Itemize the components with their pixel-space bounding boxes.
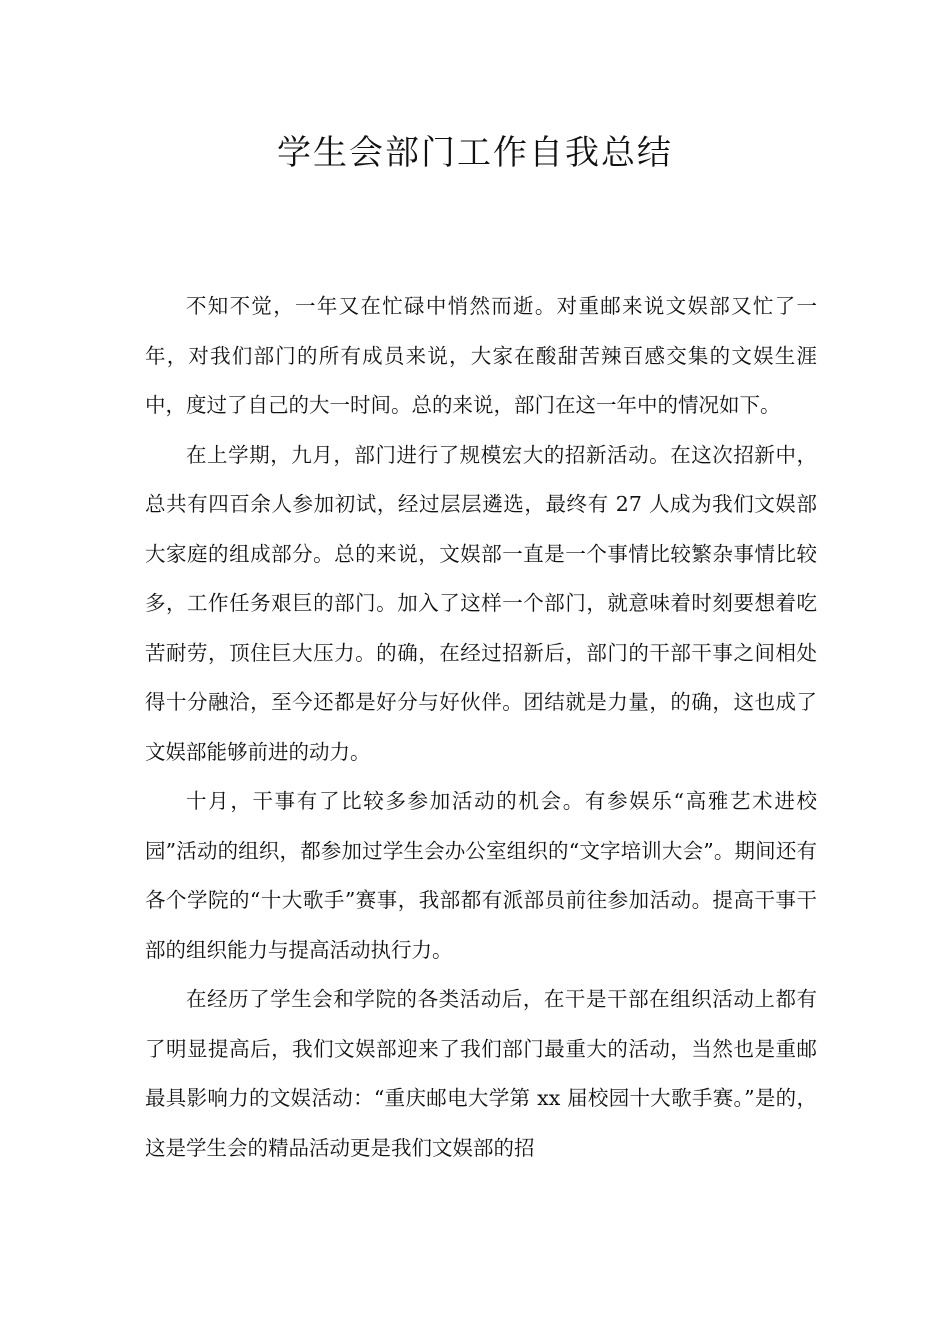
document-body [145,282,817,1173]
paragraph-4: 在经历了学生会和学院的各类活动后，在干是干部在组织活动上都有了明显提高后，我们文娱部迎来了我们部门最重大的活动，当然也是重邮最具影响力的文娱活动：“重庆邮电大学第 xx 届校园十大歌手赛。”是的，这是学生会的精品活动更是我们文娱部的招 [145,987,817,1160]
paragraph-2: 在上学期，九月，部门进行了规模宏大的招新活动。在这次招新中，总共有四百余人参加初试，经过层层遴选，最终有 27 人成为我们文娱部大家庭的组成部分。总的来说，文娱部一直是一个事情比较繁杂事情比较多，工作任务艰巨的部门。加入了这样一个部门，就意味着时刻要想着吃苦耐劳，顶住巨大压力。的确，在经过招新后，部门的干部干事之间相处得十分融洽，至今还都是好分与好伙伴。团结就是力量，的确，这也成了文娱部能够前进的动力。 [145,442,817,764]
paragraph-3: 十月，干事有了比较多参加活动的机会。有参娱乐“高雅艺术进校园”活动的组织，都参加过学生会办公室组织的“文字培训大会”。期间还有各个学院的“十大歌手”赛事，我部都有派部员前往参加活动。提高干事干部的组织能力与提高活动执行力。 [145,789,817,962]
document-title: 学生会部门工作自我总结 [277,133,673,173]
paragraph-1: 不知不觉，一年又在忙碌中悄然而逝。对重邮来说文娱部又忙了一年，对我们部门的所有成员来说，大家在酸甜苦辣百感交集的文娱生涯中，度过了自己的大一时间。总的来说，部门在这一年中的情况如下。 [145,294,817,417]
